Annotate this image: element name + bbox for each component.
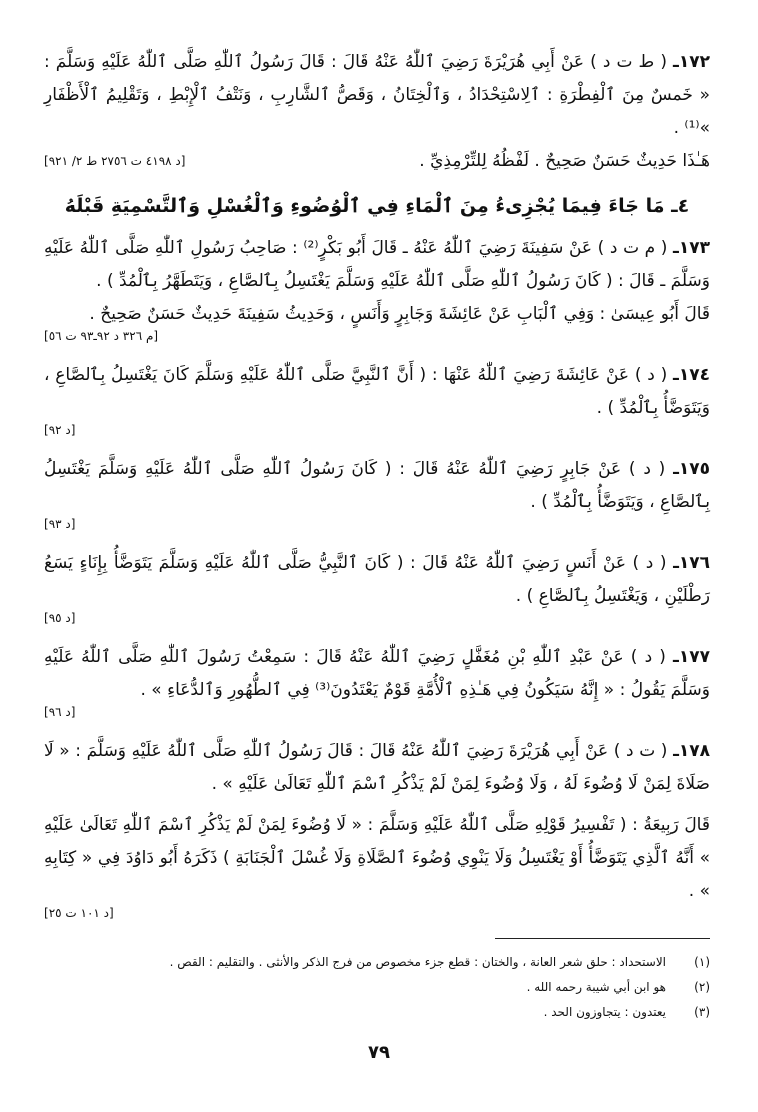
hadith-172 (44, 46, 710, 145)
hadith-number: ١٧٨ـ (673, 741, 711, 761)
footnote-text: الاستحداد : حلق شعر العانة ، والختان : قطع جزء مخصوص من فرج الذكر والأنثى . والتقليم : القص . (169, 955, 666, 969)
hadith-text: ( م ت د ) عَنْ سَفِينَةَ رَضِيَ ٱللّٰهُ عَنْهُ ـ قَالَ أَبُو بَكْرٍ⁽²⁾ : صَاحِبُ رَسُولِ ٱللّٰهِ صَلَّى ٱللّٰهُ عَلَيْهِ وَسَلَّمَ ـ قَالَ : ( كَانَ رَسُولُ ٱللّٰهِ صَلَّى ٱللّٰهُ عَلَيْهِ وَسَلَّمَ يَغْتَسِلُ بِٱلصَّاعِ ، وَيَتَطَهَّرُ بِٱلْمُدِّ ) . (44, 238, 710, 291)
main-text (44, 46, 710, 922)
hadith-source: [د ٩٦] (44, 705, 76, 719)
footnote (44, 975, 710, 1000)
footnotes (44, 950, 710, 1025)
hadith-note: قَالَ أَبُو عِيسَىٰ : وَفِي ٱلْبَابِ عَنْ عَائِشَةَ وَجَابِرٍ وَأَنَسٍ ، وَحَدِيثُ سَفِينَةَ حَدِيثٌ حَسَنٌ صَحِيحٌ . (89, 304, 710, 324)
footnote-text: يعتدون : يتجاوزون الحد . (543, 1005, 666, 1019)
hadith-174 (44, 359, 710, 439)
footnote-divider (495, 938, 710, 939)
hadith-source: [م ٣٢٦ د ٩٢ـ٩٣ ت ٥٦] (44, 329, 159, 343)
hadith-number: ١٧٥ـ (673, 459, 711, 479)
hadith-text: ( د ) عَنْ عَبْدِ ٱللّٰهِ بْنِ مُغَفَّلٍ رَضِيَ ٱللّٰهُ عَنْهُ قَالَ : سَمِعْتُ رَسُولَ ٱللّٰهِ صَلَّى ٱللّٰهُ عَلَيْهِ وَسَلَّمَ يَقُولُ : « إِنَّهُ سَيَكُونُ فِي هَـٰذِهِ ٱلْأُمَّةِ قَوْمٌ يَعْتَدُونَ⁽³⁾ فِي ٱلطُّهُورِ وَٱلدُّعَاءِ » . (44, 647, 710, 700)
footnote-number: (٣) (694, 1005, 710, 1019)
footnote (44, 950, 710, 975)
hadith-number: ١٧٦ـ (673, 553, 711, 573)
hadith-number: ١٧٢ـ (673, 52, 710, 72)
hadith-text: ( د ) عَنْ جَابِرٍ رَضِيَ ٱللّٰهُ عَنْهُ قَالَ : ( كَانَ رَسُولُ ٱللّٰهِ صَلَّى ٱللّٰهُ عَلَيْهِ وَسَلَّمَ يَغْتَسِلُ بِٱلصَّاعِ ، وَيَتَوَضَّأُ بِٱلْمُدِّ ) . (44, 459, 710, 512)
hadith-source: [د ٩٥] (44, 611, 76, 625)
footnote-number: (٢) (694, 980, 710, 994)
hadith-175 (44, 453, 710, 533)
hadith-178 (44, 735, 710, 922)
hadith-text: ( د ) عَنْ أَنَسٍ رَضِيَ ٱللّٰهُ عَنْهُ قَالَ : ( كَانَ ٱلنَّبِيُّ صَلَّى ٱللّٰهُ عَلَيْهِ وَسَلَّمَ يَتَوَضَّأُ بِإِنَاءٍ يَسَعُ رَطْلَيْنِ ، وَيَغْتَسِلُ بِٱلصَّاعِ ) . (44, 553, 710, 606)
hadith-note: هَـٰذَا حَدِيثٌ حَسَنٌ صَحِيحٌ . لَفْظُهُ لِلتِّرْمِذِيِّ . [د ٤١٩٨ ت ٢٧٥٦ ط ٢/ ٩٢١] (44, 145, 710, 178)
hadith-number: ١٧٧ـ (673, 647, 710, 667)
page-number: ٧٩ (368, 1042, 390, 1063)
hadith-173 (44, 232, 710, 345)
hadith-text: ( ط ت د ) عَنْ أَبِي هُرَيْرَةَ رَضِيَ ٱللّٰهُ عَنْهُ قَالَ : قَالَ رَسُولُ ٱللّٰهِ صَلَّى ٱللّٰهُ عَلَيْهِ وَسَلَّمَ : « خَمسٌ مِنَ ٱلْفِطْرَةِ : ٱلِاسْتِحْدَادُ ، وَٱلْخِتَانُ ، وَقَصُّ ٱلشَّارِبِ ، وَنَتْفُ ٱلْإِبْطِ ، وَتَقْلِيمُ ٱلْأَظْفَارِ »⁽¹⁾ . (44, 52, 710, 138)
hadith-text: ( ت د ) عَنْ أَبِي هُرَيْرَةَ رَضِيَ ٱللّٰهُ عَنْهُ قَالَ : قَالَ رَسُولُ ٱللّٰهِ صَلَّى ٱللّٰهُ عَلَيْهِ وَسَلَّمَ : « لَا صَلَاةَ لِمَنْ لَا وُضُوءَ لَهُ ، وَلَا وُضُوءَ لِمَنْ لَمْ يَذْكُرِ ٱسْمَ ٱللّٰهِ تَعَالَىٰ عَلَيْهِ » . (44, 741, 710, 794)
hadith-source: [د ٤١٩٨ ت ٢٧٥٦ ط ٢/ ٩٢١] (44, 154, 186, 168)
hadith-source: [د ٩٢] (44, 423, 76, 437)
hadith-177 (44, 641, 710, 721)
hadith-note: قَالَ رَبِيعَةُ : ( تَفْسِيرُ قَوْلِهِ صَلَّى ٱللّٰهُ عَلَيْهِ وَسَلَّمَ : « لَا وُضُوءَ لِمَنْ لَمْ يَذْكُرِ ٱسْمَ ٱللّٰهِ تَعَالَىٰ عَلَيْهِ » أَنَّهُ ٱلَّذِي يَتَوَضَّأُ أَوْ يَغْتَسِلُ وَلَا يَنْوِي وُضُوءَ ٱلصَّلَاةِ وَلَا غُسْلَ ٱلْجَنَابَةِ ) ذَكَرَهُ أَبُو دَاوُدَ فِي « كِتَابِهِ » . (44, 815, 710, 901)
footnote-text: هو ابن أبي شيبة رحمه الله . (526, 980, 666, 994)
hadith-source: [د ٩٣] (44, 517, 76, 531)
hadith-number: ١٧٣ـ (673, 238, 710, 258)
footnote (44, 1000, 710, 1025)
hadith-source: [د ١٠١ ت ٢٥] (44, 906, 114, 920)
hadith-text: ( د ) عَنْ عَائِشَةَ رَضِيَ ٱللّٰهُ عَنْهَا : ( أَنَّ ٱلنَّبِيَّ صَلَّى ٱللّٰهُ عَلَيْهِ وَسَلَّمَ كَانَ يَغْتَسِلُ بِٱلصَّاعِ ، وَيَتَوَضَّأُ بِٱلْمُدِّ ) . (44, 365, 710, 418)
footnote-number: (١) (694, 955, 710, 969)
hadith-number: ١٧٤ـ (673, 365, 710, 385)
hadith-176 (44, 547, 710, 627)
chapter-heading: ٤ـ مَا جَاءَ فِيمَا يُجْزِىءُ مِنَ ٱلْمَاءِ فِي ٱلْوُضُوءِ وَٱلْغُسْلِ وَٱلتَّسْمِيَةِ قَبْلَهُ (64, 195, 690, 217)
